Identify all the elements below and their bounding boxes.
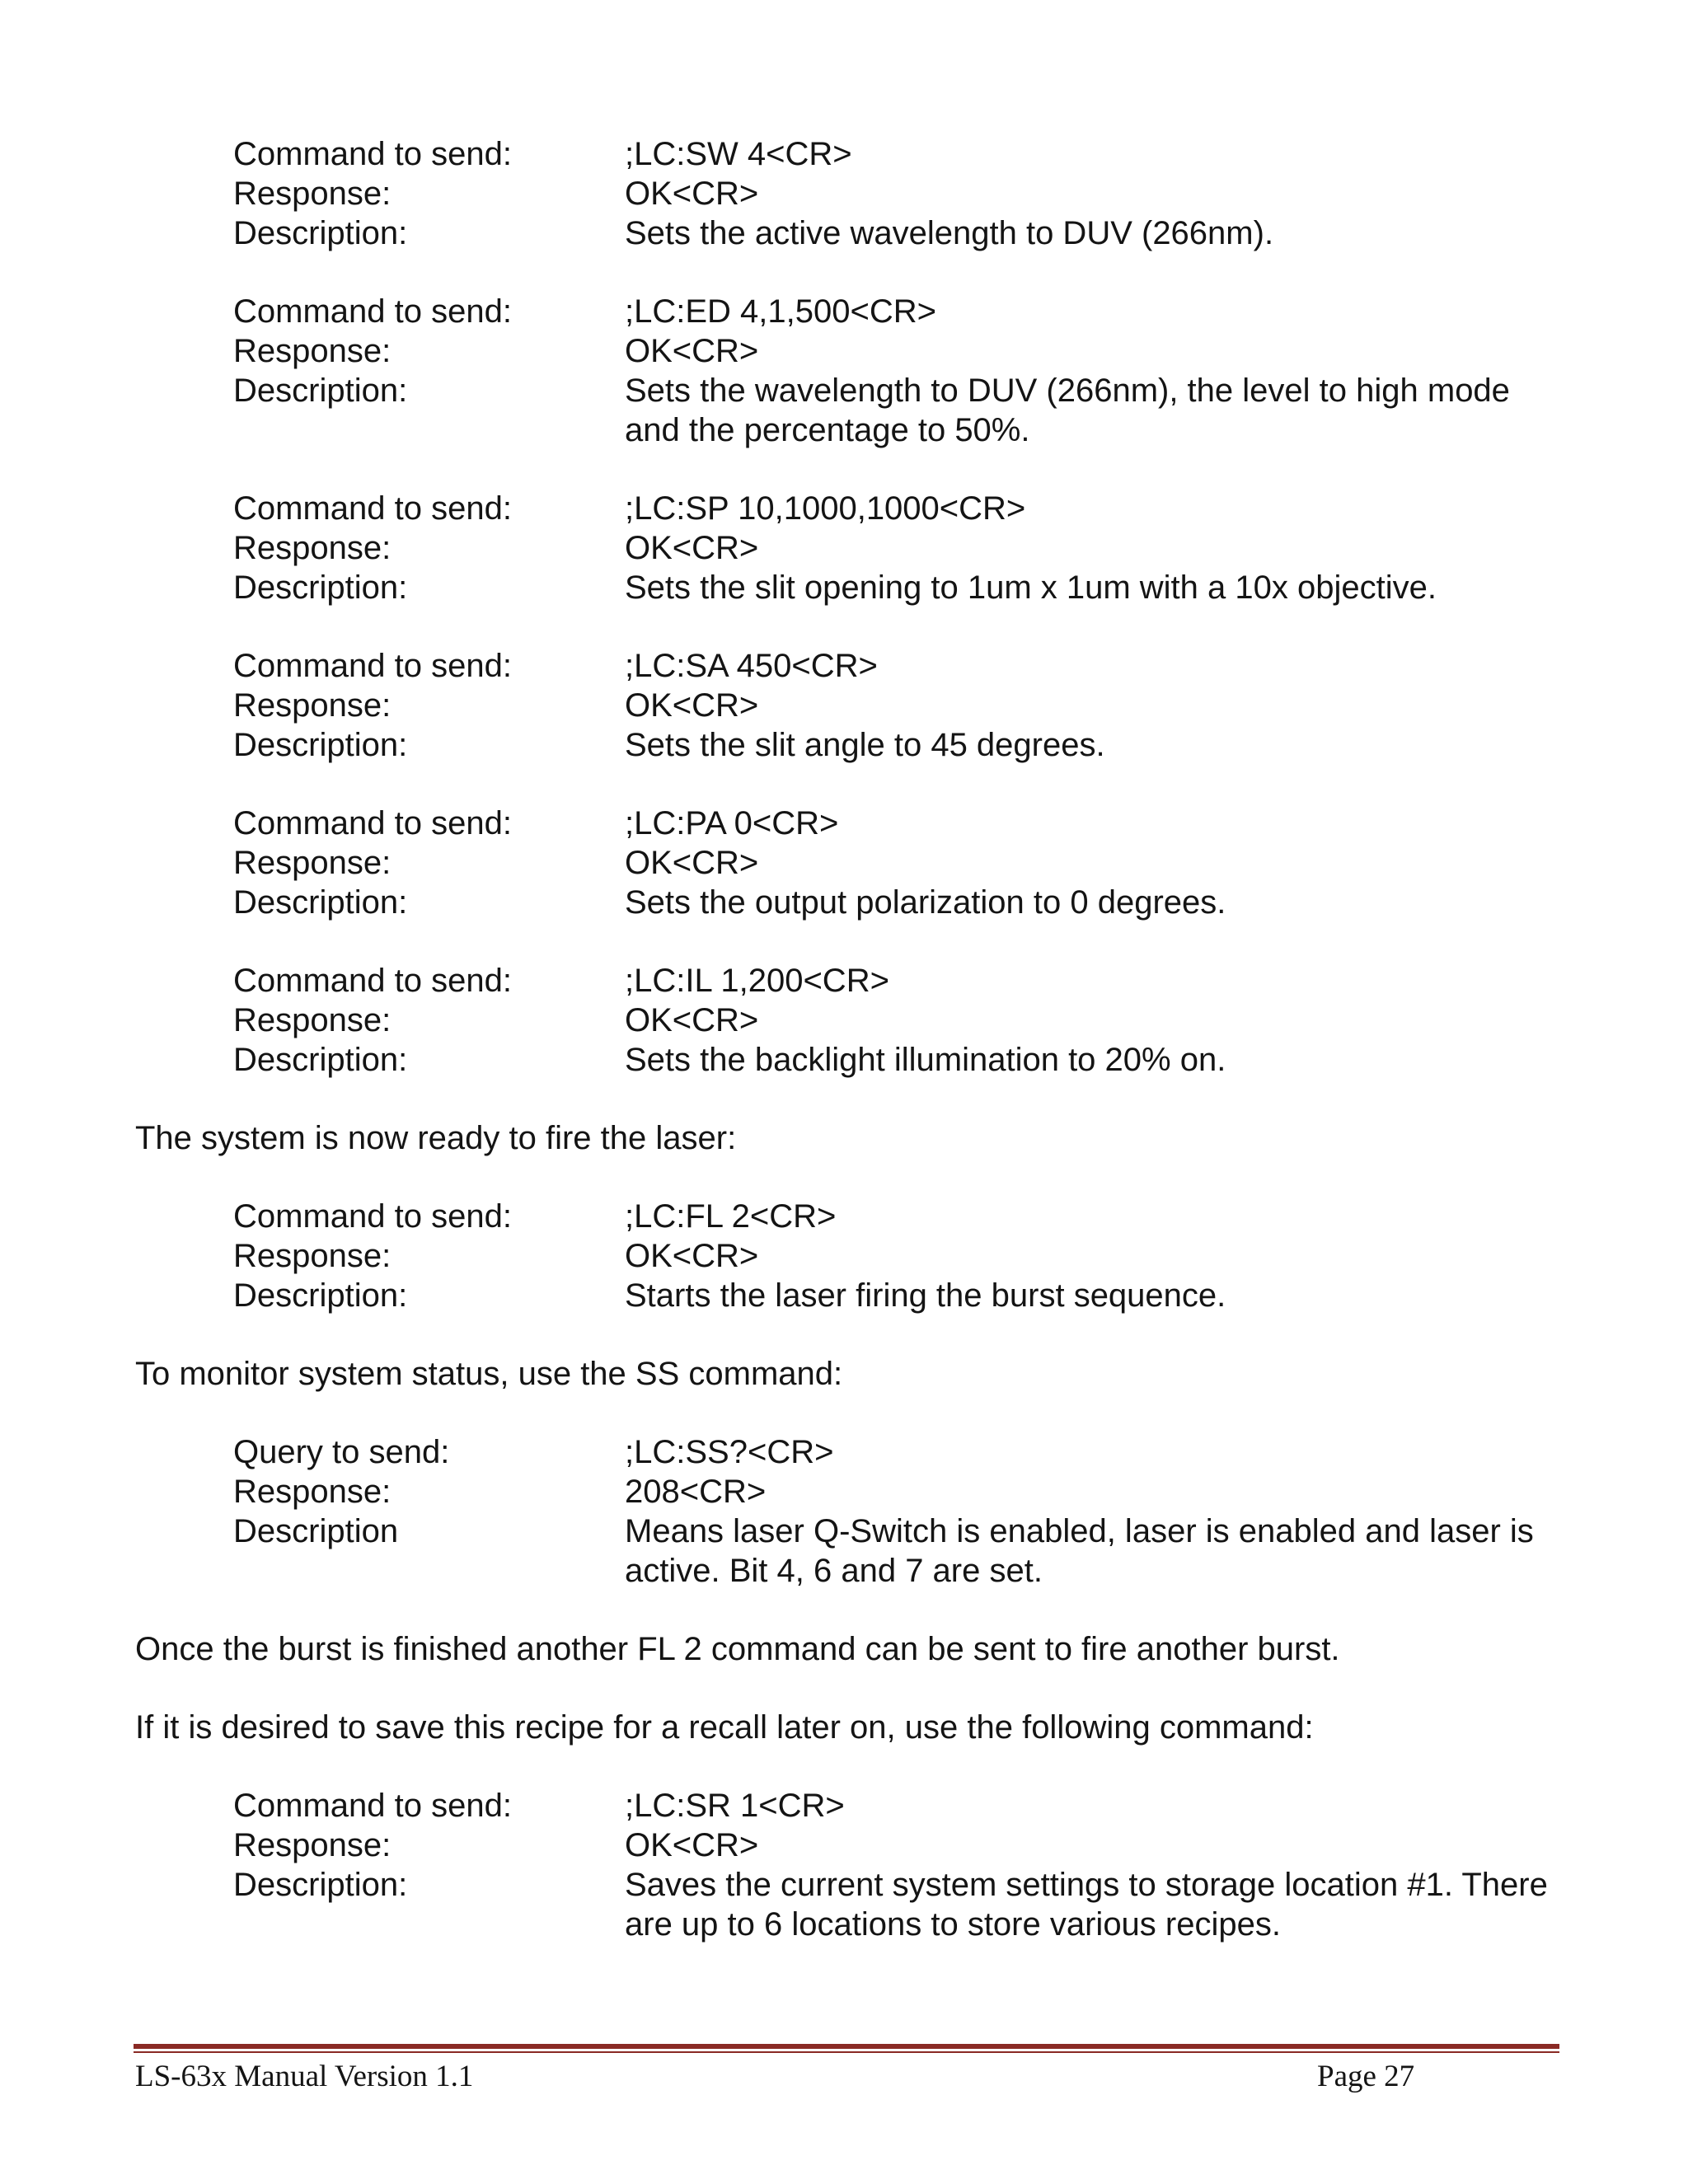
query-block-ss <box>233 1432 1688 1591</box>
command-value: ;LC:FL 2<CR> <box>625 1198 837 1235</box>
description-value: and the percentage to 50%. <box>625 412 1030 448</box>
command-value: ;LC:SA 450<CR> <box>625 648 878 684</box>
command-row <box>233 646 1688 686</box>
command-block-pa <box>233 804 1688 922</box>
description-value: Starts the laser firing the burst sequence. <box>625 1277 1226 1314</box>
command-value: ;LC:PA 0<CR> <box>625 805 839 841</box>
description-label: Description: <box>233 569 408 606</box>
command-label: Command to send: <box>233 490 512 527</box>
description-label: Description: <box>233 1277 408 1314</box>
response-row <box>233 331 1688 371</box>
response-row <box>233 1236 1688 1276</box>
response-value: OK<CR> <box>625 1827 759 1863</box>
description-row <box>233 1511 1688 1551</box>
response-row <box>233 1001 1688 1040</box>
command-label: Command to send: <box>233 963 512 999</box>
command-block-sw <box>233 134 1688 253</box>
command-row <box>233 1786 1688 1825</box>
command-value: ;LC:SP 10,1000,1000<CR> <box>625 490 1026 527</box>
command-row <box>233 489 1688 528</box>
response-value: OK<CR> <box>625 176 759 212</box>
paragraph-save: If it is desired to save this recipe for a recall later on, use the following command: <box>135 1709 1314 1746</box>
command-label: Command to send: <box>233 1788 512 1824</box>
response-value: OK<CR> <box>625 333 759 369</box>
description-value: Sets the wavelength to DUV (266nm), the level to high mode <box>625 373 1510 409</box>
response-row <box>233 1472 1688 1511</box>
response-label: Response: <box>233 1474 392 1510</box>
response-value: 208<CR> <box>625 1474 767 1510</box>
command-row <box>233 134 1688 174</box>
description-value: Sets the backlight illumination to 20% on. <box>625 1042 1226 1078</box>
response-label: Response: <box>233 687 392 724</box>
description-value: Means laser Q-Switch is enabled, laser is enabled and laser is <box>625 1513 1534 1549</box>
command-block-sp <box>233 489 1688 607</box>
description-row <box>233 213 1688 253</box>
query-row <box>233 1432 1688 1472</box>
response-label: Response: <box>233 1827 392 1863</box>
query-label: Query to send: <box>233 1434 450 1470</box>
description-label: Description: <box>233 373 408 409</box>
response-label: Response: <box>233 333 392 369</box>
query-value: ;LC:SS?<CR> <box>625 1434 834 1470</box>
command-row <box>233 1197 1688 1236</box>
response-value: OK<CR> <box>625 845 759 881</box>
response-value: OK<CR> <box>625 687 759 724</box>
response-row <box>233 843 1688 883</box>
response-label: Response: <box>233 176 392 212</box>
description-row-continued <box>233 1905 1688 1944</box>
description-value: Saves the current system settings to storage location #1. There <box>625 1867 1548 1903</box>
description-row <box>233 1276 1688 1315</box>
description-row <box>233 725 1688 765</box>
command-block-sa <box>233 646 1688 765</box>
description-label: Description <box>233 1513 399 1549</box>
response-row <box>233 174 1688 213</box>
response-label: Response: <box>233 845 392 881</box>
description-row-continued <box>233 1551 1688 1591</box>
description-label: Description: <box>233 727 408 763</box>
description-row-continued <box>233 410 1688 450</box>
response-row <box>233 686 1688 725</box>
command-block-fl <box>233 1197 1688 1315</box>
response-value: OK<CR> <box>625 1002 759 1038</box>
command-label: Command to send: <box>233 805 512 841</box>
command-value: ;LC:IL 1,200<CR> <box>625 963 889 999</box>
paragraph-ready: The system is now ready to fire the laser: <box>135 1120 737 1156</box>
description-value: Sets the slit opening to 1um x 1um with a 10x objective. <box>625 569 1437 606</box>
command-value: ;LC:SR 1<CR> <box>625 1788 845 1824</box>
response-label: Response: <box>233 1002 392 1038</box>
footer-rule <box>134 2044 1559 2049</box>
command-row <box>233 804 1688 843</box>
footer-page-number: Page 27 <box>1317 2060 1415 2093</box>
paragraph-burst: Once the burst is finished another FL 2 command can be sent to fire another burst. <box>135 1631 1340 1667</box>
command-row <box>233 292 1688 331</box>
command-label: Command to send: <box>233 648 512 684</box>
command-row <box>233 961 1688 1001</box>
description-label: Description: <box>233 1867 408 1903</box>
description-label: Description: <box>233 215 408 251</box>
response-row <box>233 1825 1688 1865</box>
description-label: Description: <box>233 1042 408 1078</box>
description-row <box>233 1040 1688 1080</box>
description-value: Sets the active wavelength to DUV (266nm). <box>625 215 1274 251</box>
command-label: Command to send: <box>233 136 512 172</box>
command-block-sr <box>233 1786 1688 1944</box>
command-value: ;LC:SW 4<CR> <box>625 136 852 172</box>
command-label: Command to send: <box>233 1198 512 1235</box>
page-content <box>0 134 1688 1944</box>
command-block-il <box>233 961 1688 1080</box>
response-value: OK<CR> <box>625 530 759 566</box>
description-row <box>233 568 1688 607</box>
description-value: Sets the output polarization to 0 degrees. <box>625 884 1226 921</box>
footer-document-title: LS-63x Manual Version 1.1 <box>135 2060 474 2093</box>
description-value: are up to 6 locations to store various recipes. <box>625 1906 1281 1943</box>
response-row <box>233 528 1688 568</box>
command-value: ;LC:ED 4,1,500<CR> <box>625 293 936 330</box>
paragraph-monitor: To monitor system status, use the SS command: <box>135 1356 843 1392</box>
description-value: Sets the slit angle to 45 degrees. <box>625 727 1105 763</box>
response-label: Response: <box>233 530 392 566</box>
description-value: active. Bit 4, 6 and 7 are set. <box>625 1553 1043 1589</box>
command-label: Command to send: <box>233 293 512 330</box>
description-row <box>233 1865 1688 1905</box>
command-block-ed <box>233 292 1688 450</box>
response-value: OK<CR> <box>625 1238 759 1274</box>
footer-rule-thin <box>134 2051 1559 2053</box>
response-label: Response: <box>233 1238 392 1274</box>
description-row <box>233 883 1688 922</box>
description-label: Description: <box>233 884 408 921</box>
description-row <box>233 371 1688 410</box>
